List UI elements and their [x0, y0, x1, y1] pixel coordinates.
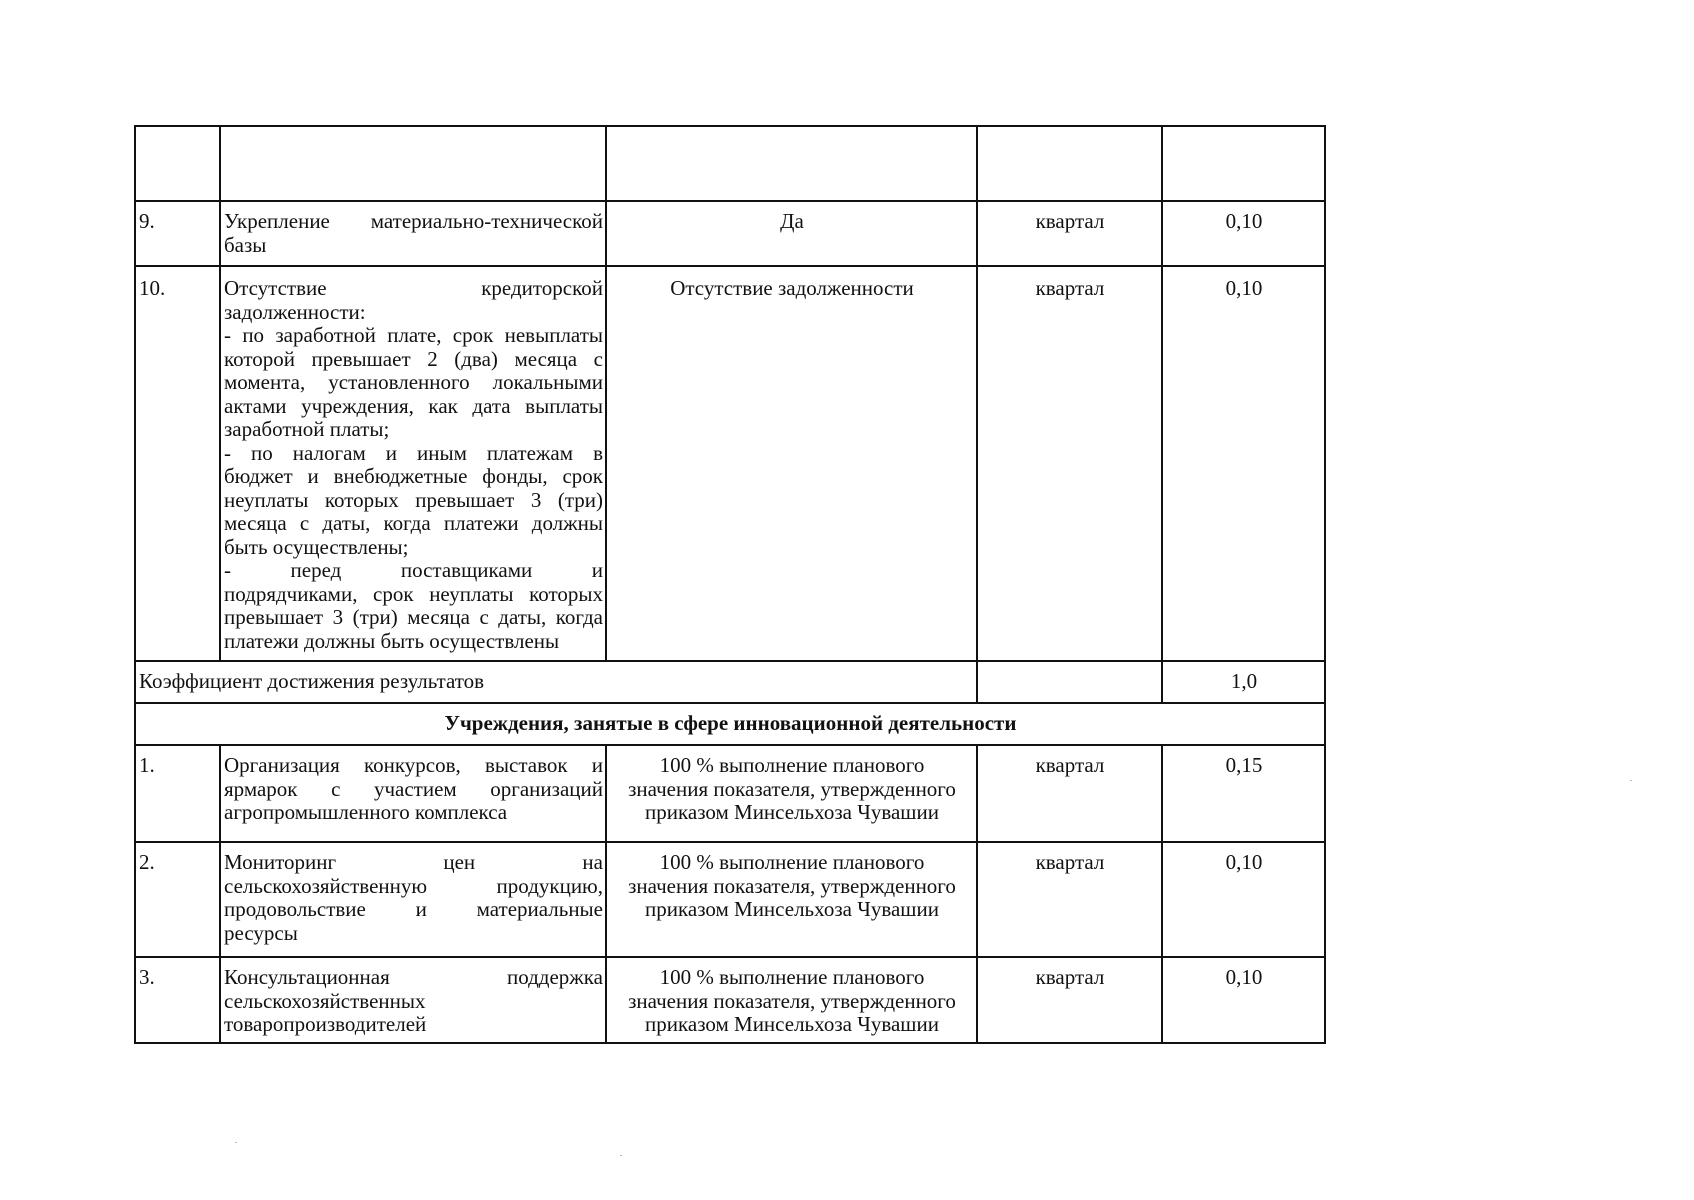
period: квартал [977, 745, 1162, 842]
criterion-line: 100 % выполнение планового [659, 753, 925, 777]
criterion-line: Отсутствие задолженности [670, 276, 914, 300]
indicator-name-line: заработной платы; [224, 417, 390, 441]
row-number: 3. [135, 957, 220, 1043]
indicator-name-line: ресурсы [224, 920, 298, 945]
criterion [606, 745, 977, 842]
indicator-name-line: платежи должны быть осуществлены [224, 628, 560, 653]
indicator-name-line: продовольствие и материальные [224, 897, 603, 921]
row-number: 1. [135, 745, 220, 842]
empty-cell [220, 126, 606, 201]
table-row [135, 957, 1325, 1043]
criterion-line: значения показателя, утвержденного [628, 988, 956, 1013]
indicator-name [220, 201, 606, 266]
scan-speck [1630, 780, 1632, 781]
row-number: 2. [135, 842, 220, 957]
criterion-line: значения показателя, утвержденного [628, 776, 956, 801]
scan-speck [620, 1155, 622, 1156]
criterion [606, 266, 977, 661]
indicator-name-line: Организация конкурсов, выставок и [224, 753, 603, 777]
indicator-name-line: - по заработной плате, срок невыплаты [224, 323, 603, 347]
empty-cell [977, 126, 1162, 201]
indicator-name-line: бюджет и внебюджетные фонды, срок [224, 464, 603, 488]
indicators-table [134, 125, 1326, 1044]
criterion [606, 842, 977, 957]
weight: 0,10 [1162, 957, 1325, 1043]
indicator-name-line: Отсутствие кредиторской [224, 276, 603, 300]
coefficient-row [135, 661, 1325, 703]
table-row [135, 201, 1325, 266]
coefficient-label: Коэффициент достижения результатов [135, 661, 977, 703]
table-row [135, 745, 1325, 842]
indicator-name-line: - перед поставщиками и [224, 558, 603, 582]
section-title: Учреждения, занятые в сфере инновационной деятельности [135, 703, 1325, 745]
scan-speck [235, 1142, 237, 1143]
period: квартал [977, 201, 1162, 266]
section-row [135, 703, 1325, 745]
row-number: 9. [135, 201, 220, 266]
criterion-line: приказом Минсельхоза Чувашии [645, 1012, 939, 1036]
criterion-line: значения показателя, утвержденного [628, 873, 956, 898]
weight: 0,15 [1162, 745, 1325, 842]
indicator-name-line: задолженности: [224, 299, 366, 324]
indicator-name-line: Укрепление материально-технической [224, 209, 603, 233]
empty-cell [606, 126, 977, 201]
table-row [135, 842, 1325, 957]
indicator-name-line: которой превышает 2 (два) месяца с [224, 346, 603, 371]
criterion-line: приказом Минсельхоза Чувашии [645, 800, 939, 824]
weight: 0,10 [1162, 201, 1325, 266]
table-row-empty-top [135, 126, 1325, 201]
criterion-line: 100 % выполнение планового [659, 850, 925, 874]
criterion-line: 100 % выполнение планового [659, 965, 925, 989]
period: квартал [977, 266, 1162, 661]
period: квартал [977, 957, 1162, 1043]
period: квартал [977, 842, 1162, 957]
empty-cell [135, 126, 220, 201]
indicator-name-line: превышает 3 (три) месяца с даты, когда [224, 605, 603, 629]
indicator-name-line: быть осуществлены; [224, 534, 409, 559]
indicator-name-line: актами учреждения, как дата выплаты [224, 393, 603, 418]
indicator-name-line: сельскохозяйственную продукцию, [224, 873, 603, 898]
coefficient-value: 1,0 [1162, 661, 1325, 703]
indicator-name [220, 957, 606, 1043]
indicator-name-line: Мониторинг цен на [224, 850, 603, 874]
indicator-name-line: неуплаты которых превышает 3 (три) [224, 487, 603, 512]
indicator-name-line: Консультационная поддержка [224, 965, 603, 989]
indicator-name-line: агропромышленного комплекса [224, 800, 508, 824]
table-row [135, 266, 1325, 661]
indicator-name-line: базы [224, 232, 267, 257]
criterion [606, 957, 977, 1043]
indicator-name-line: ярмарок с участием организаций [224, 776, 603, 801]
indicator-name [220, 266, 606, 661]
indicator-name-line: товаропроизводителей [224, 1012, 427, 1036]
indicator-name [220, 842, 606, 957]
weight: 0,10 [1162, 842, 1325, 957]
weight: 0,10 [1162, 266, 1325, 661]
criterion [606, 201, 977, 266]
indicator-name-line: - по налогам и иным платежам в [224, 440, 603, 465]
indicator-name [220, 745, 606, 842]
indicator-name-line: подрядчиками, срок неуплаты которых [224, 581, 603, 606]
criterion-line: приказом Минсельхоза Чувашии [645, 897, 939, 921]
empty-cell [977, 661, 1162, 703]
indicator-name-line: сельскохозяйственных [224, 988, 426, 1013]
row-number: 10. [135, 266, 220, 661]
criterion-line: Да [780, 209, 804, 233]
indicator-name-line: момента, установленного локальными [224, 370, 603, 394]
empty-cell [1162, 126, 1325, 201]
indicator-name-line: месяца с даты, когда платежи должны [224, 511, 603, 535]
